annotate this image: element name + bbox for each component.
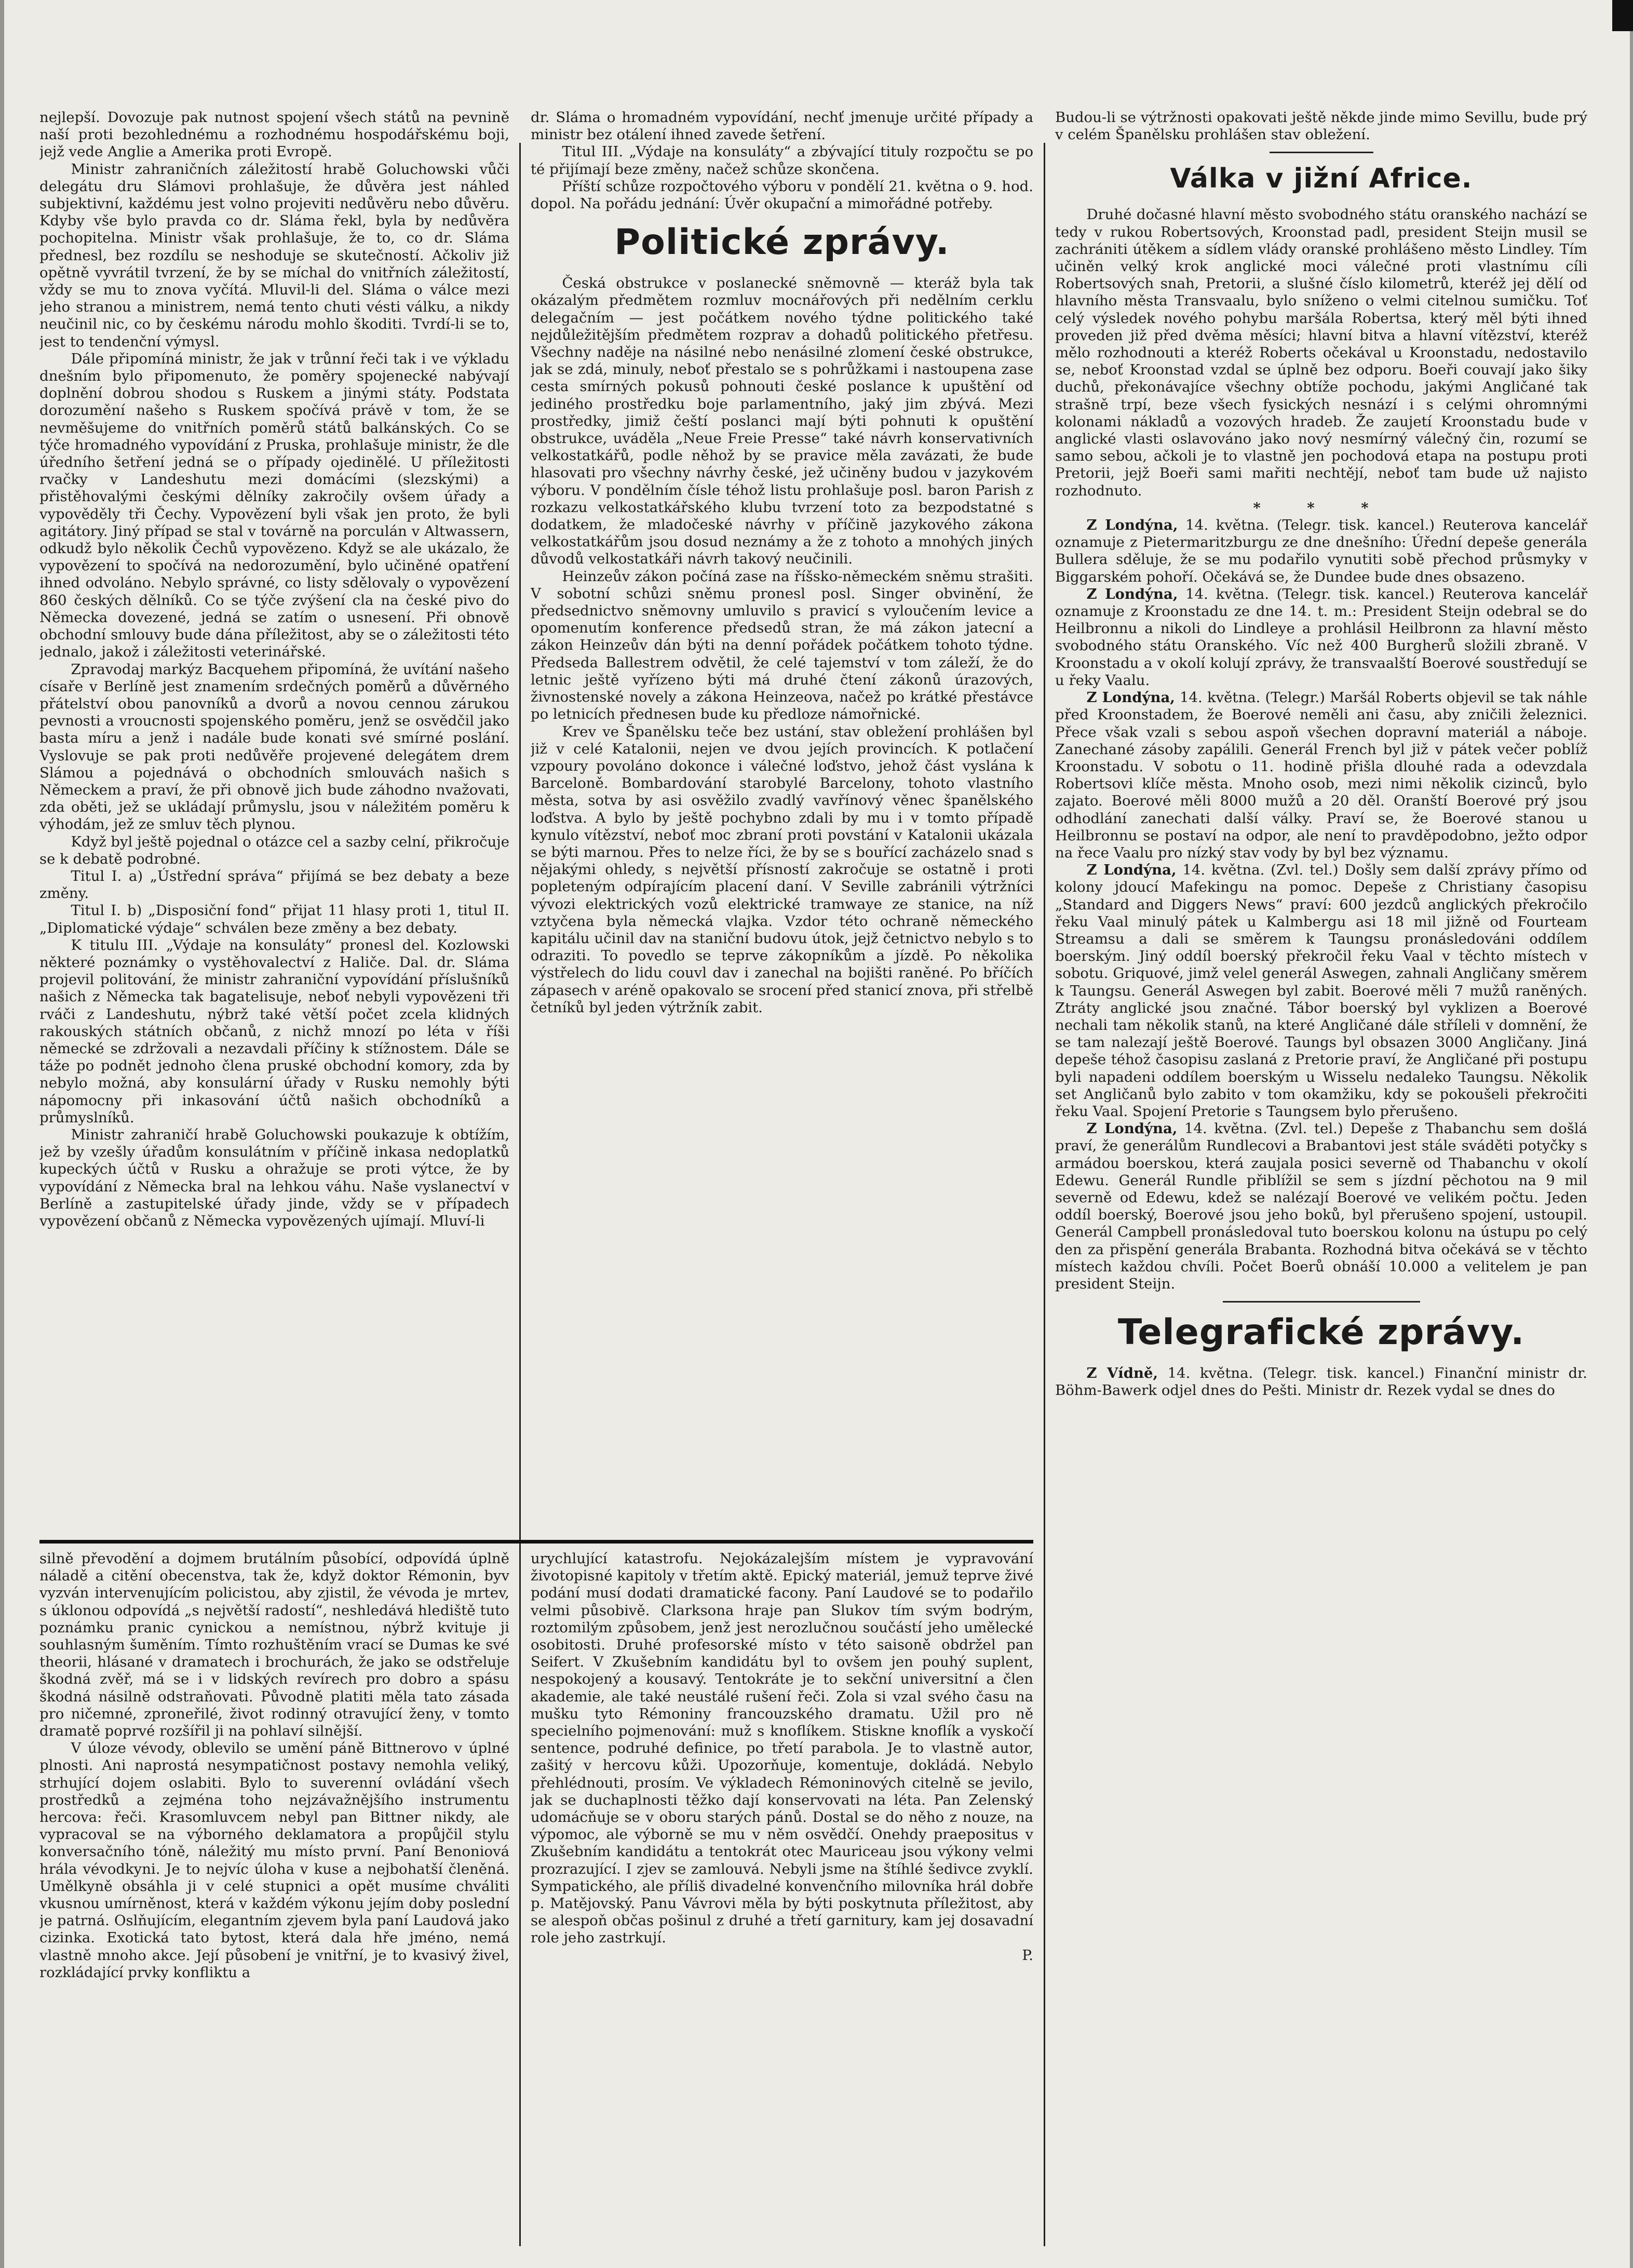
report-text: 14. května. (Telegr. tisk. kancel.) Reuterova kancelář oznamuje z Kroonstadu ze dne 14. t. m.: President Steijn odebral se do Heilbronnu a nikoli do Lindleye a prohlásil Heilbronn za hlavní město svobodného státu Oranského. Víc než 400 Burgherů složili zbraně. V Kroonstadu a v okolí kolují zprávy, že transvaalští Boerové soustředují se u řeky Vaalu. bbox=[1055, 585, 1587, 689]
middle-column-article bbox=[531, 109, 1033, 1527]
paragraph: Česká obstrukce v poslanecké sněmovně — kteráž byla tak okázalým předmětem rozmluv mocnářových při nedělním cerklu delegačním — jest počátkem nového týdne politického také nejdůležitějším předmětem rozprav a dohadů politického přetřesu. Všechny naděje na násilné nebo nenásilné zlomení české obstrukce, jak se zdá, minuly, neboť přestalo se s pohrůžkami i nastoupena zase cesta smírných pokusů pohnouti české poslance k upuštění od jediného prostředku boje parlamentního, jaký jim zbývá. Mezi prostředky, jimiž čeští poslanci mají býti pohnuti k opuštění obstrukce, uváděla „Neue Freie Presse“ také návrh konservativních velkostatkářů, podle něhož by se pravice měla zavázati, že bude hlasovati pro všechny návrhy české, jež učiněny budou v jazykovém výboru. V pondělním čísle téhož listu prohlašuje posl. baron Parish z rozkazu velkostatkářského klubu tvrzení toto za bezpodstatné s dodatkem, že mladočeské návrhy v příčině jazykového zákona velkostatkářům jsou dosud neznámy a že z tohoto a mnohých jiných důvodů velkostatkáři návrh takový neučinili. bbox=[531, 275, 1033, 568]
author-signature: P. bbox=[1022, 1947, 1033, 1964]
paragraph: Zpravodaj markýz Bacquehem připomíná, že uvítání našeho císaře v Berlíně jest znamením srdečných poměrů a důvěrného přátelství obou panovníků a dvorů a novou cennou zárukou pevnosti a vroucnosti spojenského poměru, jenž se osvědčil jako basta míru a jenž i nadále bude konati své smírné poslání. Vyslovuje se pak proti nedůvěře projevené delegátem drem Slámou a pojednává o obchodních smlouvách našich s Německem a praví, že při obnově jich bude záhodno nvažovati, zda oběti, jež se ukládají průmyslu, jsou v náležitém poměru k výhodám, jež ze smluv těch plynou. bbox=[39, 661, 509, 833]
section-heading-telegraph-news: Telegrafické zprávy. bbox=[1117, 1312, 1525, 1353]
newspaper-page bbox=[36, 31, 1594, 2238]
left-column-article bbox=[39, 109, 509, 1527]
report-paragraph bbox=[1055, 1365, 1587, 1399]
report-paragraph bbox=[1055, 517, 1587, 586]
dateline: Z Londýna, bbox=[1086, 517, 1178, 534]
report-text: 14. května. (Zvl. tel.) Depeše z Thabanchu sem došlá praví, že generálům Rundlecovi a Brabantovi jest stále sváděti potyčky s armádou boerskou, která zaujala posici severně od Thabanchu v okolí Edewu. Generál Rundle přiblížil se sem s jízdní pěchotou na 9 mil severně od Edewu, kdež se nalézají Boerové ve velikém počtu. Jeden oddíl boerský, Boerové jsou jeho boků, byl přerušeno spojení, ustoupil. Generál Campbell pronásledoval tuto boerskou kolonu na ústupu po celý den za přispění generála Brabanta. Rozhodná bitva očekává se v těchto místech každou chvíli. Počet Boerů obnáší 10.000 a velitelem je pan president Steijn. bbox=[1055, 1120, 1587, 1292]
paragraph: Příští schůze rozpočtového výboru v pondělí 21. května o 9. hod. dopol. Na pořádu jednání: Úvěr okupační a mimořádné potřeby. bbox=[531, 178, 1033, 212]
right-column-articles bbox=[1055, 109, 1587, 2228]
feuilleton-separator bbox=[39, 1540, 1033, 1544]
dateline: Z Londýna, bbox=[1086, 862, 1177, 879]
paragraph: Ministr zahraničních záležitostí hrabě Goluchowski vůči delegátu dru Slámovi prohlašuje, že důvěra jest náhled subjektivní, každému jest volno projeviti nedůvěru nebo důvěru. Kdyby vše bylo pravda co dr. Sláma řekl, byla by nedůvěra pochopitelna. Ministr však prohlašuje, že to, co dr. Sláma přednesl, bez rozdílu se neshoduje se skutečností. Ačkoliv již opětně vyvrátil tvrzení, že by se míchal do vnitřních záležitostí, vždy se mu to znova vyčítá. Mluvil-li del. Sláma o válce mezi jeho stranou a ministrem, nemá tento chuti vésti válku, a nikdy neučinil nic, co by českému národu mohlo škoditi. Tvrdí-li se to, jest to tendenční výmysl. bbox=[39, 160, 509, 350]
section-heading-war-in-south-africa: Válka v jižní Africe. bbox=[1170, 163, 1473, 195]
section-heading-political-news: Politické zprávy. bbox=[614, 222, 950, 263]
dateline: Z Vídně, bbox=[1086, 1365, 1158, 1382]
scan-edge-right bbox=[1630, 0, 1633, 2268]
paragraph: urychlující katastrofu. Nejokázalejším místem je vypravování životopisné kapitoly v třetím aktě. Epický materiál, jemuž teprve živé podání musí dodati dramatické facony. Paní Laudové se to podařilo velmi působivě. Clarksona hraje pan Slukov tím svým bodrým, roztomilým způsobem, jenž jest nerozlučnou součástí jeho umělecké osobitosti. Druhé profesorské místo v této saisoně obdržel pan Seifert. V Zkušebním kandidátu byl to ovšem jen pouhý suplent, nespokojený a kousavý. Tentokráte je to sekční universitní a člen akademie, ale také neustálé rušení řeči. Zola si vzal svého času na mušku tyto Rémoniny francouzského dramatu. Užil pro ně specielního pojmenování: muž s knoflíkem. Stiskne knoflík a vyskočí sentence, podruhé definice, po třetí parabola. Je to vlastně autor, zašitý v hercovu kůži. Upozorňuje, komentuje, dokládá. Nebylo přehlédnouti, prosím. Ve výkladech Rémoninových citelně se jevilo, jak se duchaplnosti těžko dají konservovati na léta. Pan Zelenský udomácňuje se v oboru starých pánů. Dostal se do něho z nouze, na výpomoc, ale výborně se mu v něm osvědčí. Onehdy praepositus v Zkušebním kandidátu a tentokrát otec Mauriceau jsou výkony velmi prozrazující. I zjev se zamlouvá. Nebyli jsme na štíhlé šedivce zvyklí. Sympatického, ale příliš divadelné konvenčního milovníka hrál dobře p. Matějovský. Panu Vávrovi měla by býti poskytnuta příležitost, aby se alespoň občas pošinul z druhé a třetí garnitury, kam jej dosavadní role jeho zastrkují. bbox=[531, 1550, 1033, 1947]
report-text: 14. května. (Telegr.) Maršál Roberts objevil se tak náhle před Kroonstadem, že Boerové neměli ani času, aby zničili železnici. Přece však vzali s sebou aspoň všechen dopravní materiál a náboje. Zanechané zásoby zapálili. Generál French byl již v pátek večer poblíž Kroonstadu. V sobotu o 11. hodině přišla dlouhé rada a odevzdala Robertsovi klíče města. Mnoho osob, mezi nimi několik cizinců, bylo zajato. Boerové měli 8000 mužů a 20 děl. Oranští Boerové prý jsou odhodlání zanechati další války. Praví se, že Boerové stanou u Heilbronnu se postaví na odpor, ale není to pravděpodobno, ježto odpor na řece Vaalu pro nízký stav vody by byl bez významu. bbox=[1055, 689, 1587, 861]
asterism: * * * bbox=[1253, 499, 1389, 516]
paragraph: Heinzeův zákon počíná zase na říšsko-německém sněmu strašiti. V sobotní schůzi sněmu pronesl posl. Singer obvinění, že předsednictvo sněmovny umluvilo s pravicí s vyloučením levice a opomenutím konference předsedů stran, že má zákon jatecní a zákon Heinzeův dán býti na denní pořádek počátkem tohoto týdne. Předseda Ballestrem odvětil, že celé tajemství v tom záleží, že do letnic ještě vyřízeno býti má druhé čtení zákonů úrazových, živnostenské novely a zákona Heinzeova, načež po krátké přestávce po letnicích přednesen bude ku předloze námořnické. bbox=[531, 568, 1033, 723]
paragraph: V úloze vévody, oblevilo se umění páně Bittnerovo v úplné plnosti. Ani naprostá nesympatičnost postavy nemohla veliký, strhující dojem oslabiti. Bylo to suverenní ovládání všech prostředků a zejména toho nejzávažnějšího instrumentu hercova: řeči. Krasomluvcem nebyl pan Bittner nikdy, ale vypracoval se na výborného deklamatora a propůjčil stylu konversačního tóně, náležitý mu místo první. Paní Benoniová hrála vévodkyni. Je to nejvíc úloha v kuse a nejbohatší členěná. Umělkyně obsáhla ji v celé stupnici a opět musíme chváliti vkusnou umírněnost, která v každém výkonu jejím doby poslední je patrná. Oslňujícím, elegantním zjevem byla paní Laudová jako cizinka. Exotická tato bytost, která dala hře jméno, nemá vlastně mnoho akce. Její působení je vnitřní, je to kvasivý živel, rozkládající prvky konfliktu a bbox=[39, 1740, 509, 1981]
paragraph: Ministr zahraničí hrabě Goluchowski poukazuje k obtížím, jež by vzešly úřadům konsulátním v příčině inkasa nedoplatků kupeckých účtů v Rusku a ohražuje se proti výtce, že by vypovídání z Německa bral na lehkou váhu. Naše vyslanectví v Berlíně a zastupitelské úřady jinde, vždy se v případech vypovězení občanů z Německa vypovězených ujímají. Mluví-li bbox=[39, 1126, 509, 1229]
column-divider bbox=[519, 143, 521, 2246]
paragraph: Budou-li se výtržnosti opakovati ještě někde jinde mimo Sevillu, bude prý v celém Španělsku prohlášen stav obležení. bbox=[1055, 109, 1587, 143]
dateline: Z Londýna, bbox=[1086, 585, 1178, 602]
report-text: 14. května. (Zvl. tel.) Došly sem další zprávy přímo od kolony jdoucí Mafekingu na pomoc. Depeše z Christiany časopisu „Standard and Diggers News“ praví: 600 jezdců anglických překročilo řeku Vaal minulý pátek u Kalmbergu asi 18 mil jižně od Fourteam Streamsu a dali se směrem k Taungsu pronásledováni oddílem boerským. Jiný oddíl boerský překročil řeku Vaal v těchto místech v sobotu. Griquové, jimž velel generál Aswegen, zahnali Angličany směrem k Taungsu. Generál Aswegen byl zabit. Boerové měli 7 mužů raněných. Ztráty anglické jsou značné. Tábor boerský byl vyklizen a Boerové nechali tam několik stanů, na které Angličané dále stříleli v domnění, že se tam nalezají ještě Boerové. Taungs byl obsazen 3000 Angličany. Jiná depeše téhož časopisu zaslaná z Pretorie praví, že Angličané při postupu byli napadeni oddílem boerským u Wisselu nedaleko Taungsu. Několik set Angličanů bylo zabito v tom okamžiku, kdy se pokoušeli překročiti řeku Vaal. Spojení Pretorie s Taungsem bylo přerušeno. bbox=[1055, 862, 1587, 1120]
paragraph: Druhé dočasné hlavní město svobodného státu oranského nachází se tedy v rukou Robertsových, Kroonstad padl, president Steijn musil se zachrániti útěkem a sídlem vlády oranské prohlášeno město Lindley. Tím učiněn velký krok anglické moci válečné proti vlastnímu cíli Robertsových snah, Pretorii, a slušné číslo kilometrů, kteréž jej dělí od hlavního města Transvaalu, bylo sníženo o velmi citelnou sumičku. Toť celý výsledek nového pohybu maršála Robertsa, který měl býti ihned proveden již před dvěma měsíci; hlavní bitva a hlavní vítězství, kteréž mělo rozhodnouti a kteréž Roberts očekával u Kroonstadu, nedostavilo se, neboť Kroonstad vzdal se úplně bez odporu. Boeři couvají jako šiky duchů, překonávajíce všechny obtíže pochodu, jakými Angličané tak strašně trpí, beze všech fysických nesnází i s celými ohromnými kolonami nákladů a vozových hradeb. Že zaujetí Kroonstadu bude v anglické vlasti oslavováno jako nový nesmírný válečný čin, rozumí se samo sebou, ačkoli je to vlastně jen pochodová etapa na postupu proti Pretorii, jejž Boeři sami mařiti nechtějí, neboť tam bude už najisto rozhodnuto. bbox=[1055, 206, 1587, 499]
paragraph: Titul I. b) „Disposiční fond“ přijat 11 hlasy proti 1, titul II. „Diplomatické výdaje“ schválen beze změny a bez debaty. bbox=[39, 902, 509, 936]
feuilleton-left-column bbox=[39, 1550, 509, 2153]
paragraph: Krev ve Španělsku teče bez ustání, stav obležení prohlášen byl již v celé Katalonii, nejen ve dvou jejích provincích. K potlačení vzpoury povoláno dokonce i válečné loďstvo, jehož část vyslána k Barceloně. Bombardování starobylé Barcelony, tohoto vlastního města, sotva by asi osvěžilo zvadlý vavřínový věnec španělského loďstva. A bylo by ještě pochybno zdali by mu i v tomto případě kynulo vítězství, neboť moc zbraní proti povstání v Katalonii ukázala se býti marnou. Přes to nelze říci, že by se s bouřící zacházelo snad s nějakými ohledy, s největší přísností zakročuje se ostatně i proti popleteným odpírajícím placení daní. V Seville zabránili výtržníci vývozi elektrických vozů elektrické tramwaye ze stanice, na níž vztyčena byla německá vlajka. Vzdor této ochraně německého kapitálu učinil dav na staniční budovu útok, jejž četnictvo nebylo s to odraziti. To povedlo se teprve zákopníkům a jízdě. Po několika výstřelech do lidu couvl dav i zanechal na bojišti raněné. Po bříčích zápasech v aréně opakovalo se srocení před stanicí znova, při střelbě četníků byl jeden výtržník zabit. bbox=[531, 723, 1033, 1016]
paragraph: K titulu III. „Výdaje na konsuláty“ pronesl del. Kozlowski některé poznámky o vystěhovalectví z Haliče. Dal. dr. Sláma projevil politování, že ministr zahraniční vypovídání příslušníků našich z Německa tak bagatelisuje, neboť nebyli vypovězeni tři rváči z Landeshutu, nýbrž také větší počet zcela klidných rakouských státních občanů, z nichž mnozí po léta v říši německé se zdržovali a nezavdali příčiny k stížnostem. Dále se táže po podnět jednoho člena pruské obchodní komory, zda by nebylo možná, aby konsulární úřady v Rusku nemohly býti nápomocny při inkasování účtů našich obchodníků a průmyslníků. bbox=[39, 936, 509, 1126]
paragraph: dr. Sláma o hromadném vypovídání, nechť jmenuje určité případy a ministr bez otálení ihned zavede šetření. bbox=[531, 109, 1033, 143]
column-divider bbox=[1044, 143, 1045, 2246]
dateline: Z Londýna, bbox=[1086, 689, 1175, 706]
report-text: 14. května. (Telegr. tisk. kancel.) Finanční ministr dr. Böhm-Bawerk odjel dnes do Pešti. Ministr dr. Rezek vydal se dnes do bbox=[1055, 1365, 1587, 1399]
report-paragraph bbox=[1055, 862, 1587, 1120]
dateline: Z Londýna, bbox=[1086, 1120, 1178, 1137]
scan-corner-mark bbox=[1612, 0, 1633, 31]
paragraph: Titul I. a) „Ústřední správa“ přijímá se bez debaty a beze změny. bbox=[39, 867, 509, 902]
paragraph: Když byl ještě pojednal o otázce cel a sazby celní, přikročuje se k debatě podrobné. bbox=[39, 833, 509, 867]
section-rule bbox=[1223, 1301, 1420, 1303]
paragraph: Titul III. „Výdaje na konsuláty“ a zbývající tituly rozpočtu se po té přijímají beze změny, načež schůze skončena. bbox=[531, 143, 1033, 178]
report-paragraph bbox=[1055, 689, 1587, 862]
report-text: 14. května. (Telegr. tisk. kancel.) Reuterova kancelář oznamuje z Pietermaritzburgu ze dne dnešního: Úřední depeše generála Bullera sděluje, že se mu podařilo vynutiti sobě přechod průsmyky v Biggarském pohoří. Očekává se, že Dundee bude dnes obsazeno. bbox=[1055, 517, 1587, 585]
paragraph: nejlepší. Dovozuje pak nutnost spojení všech států na pevnině naší proti bezohlednému a rozhodnému hospodářskému boji, jejž vede Anglie a Amerika proti Evropě. bbox=[39, 109, 509, 160]
scan-edge-left bbox=[0, 0, 4, 2268]
feuilleton-middle-column bbox=[531, 1550, 1033, 2153]
report-paragraph bbox=[1055, 1120, 1587, 1293]
section-rule bbox=[1270, 152, 1373, 153]
paragraph: Dále připomíná ministr, že jak v trůnní řeči tak i ve výkladu dnešním bylo připomenuto, že poměry spojenecké nabývají doplnění dobrou shodou s Ruskem a jinými státy. Podstata dorozumění našeho s Ruskem spočívá právě v tom, že se nevměšujeme do vnitřních poměrů států balkánských. Co se týče hromadného vypovídání z Pruska, prohlašuje ministr, že dle úředního šetření jedná se o případy ojedinělé. U příležitosti rvačky v Landeshutu mezi domácími (slezskými) a přistěhovalými českými dělníky zakročily ovšem úřady a vypověděly tři Čechy. Vypovězení byli však jen proto, že byli agitátory. Jiný případ se stal v továrně na porculán v Altwassern, odkudž bylo několik Čechů vypovězeno. Když se ale ukázalo, že vypovězení to spočívá na nedorozumění, bylo učiněné opatření ihned odvoláno. Nebylo správné, co listy sdělovaly o vypovězení 860 českých dělníků. Co se týče zvýšení cla na české pivo do Německa dovezené, jedná se zatím o usnesení. Při obnově obchodní smlouvy bude dána příležitost, aby se o záležitosti této jednalo, jakož i záležitosti veterinářské. bbox=[39, 350, 509, 661]
report-paragraph bbox=[1055, 586, 1587, 689]
paragraph: silně převodění a dojmem brutálním působící, odpovídá úplně náladě a citění obecenstva, tak že, když doktor Rémonin, byv vyzván intervenujícím policistou, aby zjistil, že vévoda je mrtev, s úklonou odpovídá „s největší radostí“, neshledává hlediště tuto poznámku pranic cynickou a nemístnou, nýbrž kvituje ji souhlasným šuměním. Tímto rozhuštěním vrací se Dumas ke své theorii, hlásané v dramatech i brochurách, že jako se odstřeluje škodná zvěř, má se i v lidských revírech pro dobro a spásu škodná násilně odstraňovati. Původně platiti měla tato zásada pro ničemné, zproneřilé, život rodinný otravující ženy, v tomto dramatě poprvé rozšířil ji na pohlaví silnější. bbox=[39, 1550, 509, 1740]
